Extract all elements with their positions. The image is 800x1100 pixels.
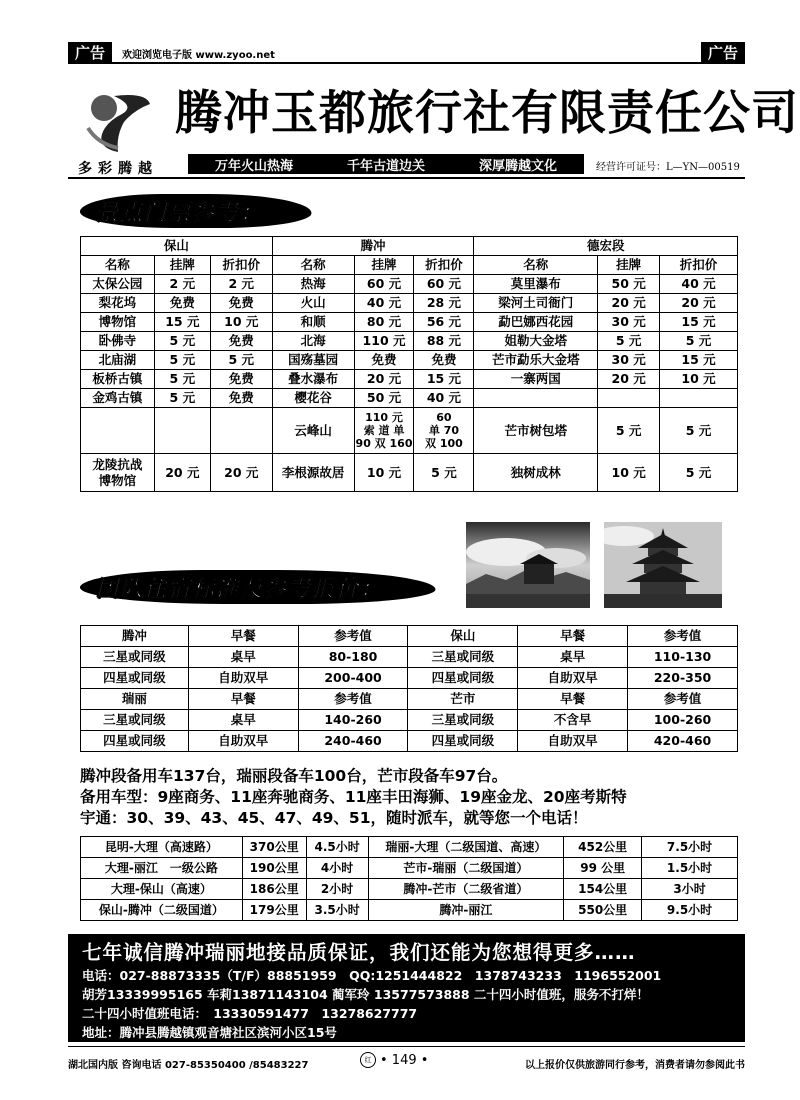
table-cell: 15 元	[154, 313, 210, 332]
col-header: 挂牌	[154, 256, 210, 275]
table-cell: 姐勒大金塔	[474, 332, 598, 351]
table-cell: 10 元	[660, 370, 738, 389]
table-cell: 5 元	[660, 332, 738, 351]
col-header: 名称	[474, 256, 598, 275]
table-cell: 热海	[272, 275, 354, 294]
table-row	[81, 689, 738, 710]
table-cell: 自助双早	[188, 731, 298, 752]
table-cell: 免费	[210, 370, 272, 389]
table-cell: 420-460	[628, 731, 738, 752]
vehicle-line-1: 腾冲段备用车137台，瑞丽段备车100台，芒市段备车97台。	[80, 767, 508, 785]
table-cell: 240-460	[298, 731, 408, 752]
table-row	[81, 237, 738, 256]
table-cell: 参考值	[298, 689, 408, 710]
table-cell: 40 元	[414, 389, 474, 408]
page-number-text: • 149 •	[380, 1052, 429, 1068]
table-cell: 龙陵抗战 博物馆	[81, 454, 155, 492]
table-row	[81, 900, 738, 921]
table-cell: 5 元	[154, 370, 210, 389]
table-cell: 叠水瀑布	[272, 370, 354, 389]
table-row	[81, 351, 738, 370]
table-cell: 早餐	[188, 689, 298, 710]
hotel-section-banner	[80, 570, 436, 604]
hotel-section-title: 团队住宿标准及参考报价：	[96, 576, 385, 602]
table-cell: 博物馆	[81, 313, 155, 332]
col-header: 折扣价	[660, 256, 738, 275]
col-header: 折扣价	[414, 256, 474, 275]
table-cell: 2 元	[154, 275, 210, 294]
contact-headline: 七年诚信腾冲瑞丽地接品质保证，我们还能为您想得更多……	[82, 941, 636, 964]
table-row	[81, 370, 738, 389]
table-cell: 芒市-瑞丽（二级国道）	[368, 858, 564, 879]
table-row	[81, 710, 738, 731]
region-baoshan: 保山	[81, 237, 273, 256]
table-cell: 20 元	[154, 454, 210, 492]
table-cell: 三星或同级	[81, 710, 189, 731]
table-cell: 一寨两国	[474, 370, 598, 389]
table-cell: 自助双早	[518, 731, 628, 752]
table-cell: 20 元	[598, 294, 660, 313]
ad-label-left: 广告	[68, 42, 112, 64]
table-cell: 15 元	[414, 370, 474, 389]
table-cell: 28 元	[414, 294, 474, 313]
table-cell: 北海	[272, 332, 354, 351]
table-row	[81, 313, 738, 332]
table-cell: 3小时	[642, 879, 738, 900]
table-cell: 板桥古镇	[81, 370, 155, 389]
table-cell: 5 元	[414, 454, 474, 492]
table-cell: 110-130	[628, 647, 738, 668]
table-row	[81, 731, 738, 752]
table-cell: 三星或同级	[81, 647, 189, 668]
table-cell: 179公里	[242, 900, 306, 921]
col-header: 名称	[272, 256, 354, 275]
table-cell: 80 元	[354, 313, 414, 332]
table-cell: 云峰山	[272, 408, 354, 454]
table-cell: 和顺	[272, 313, 354, 332]
table-cell: 5 元	[154, 332, 210, 351]
table-cell: 5 元	[154, 351, 210, 370]
table-row	[81, 389, 738, 408]
table-cell: 60 元	[414, 275, 474, 294]
table-cell: 100-260	[628, 710, 738, 731]
table-cell: 桌早	[188, 710, 298, 731]
table-cell: 30 元	[598, 313, 660, 332]
table-cell: 5 元	[598, 408, 660, 454]
col-header: 折扣价	[210, 256, 272, 275]
table-cell: 瑞丽-大理（二级国道、高速）	[368, 837, 564, 858]
table-cell: 88 元	[414, 332, 474, 351]
table-cell: 5 元	[210, 351, 272, 370]
table-cell: 芒市勐乐大金塔	[474, 351, 598, 370]
table-cell: 李根源故居	[272, 454, 354, 492]
table-cell: 大理-保山（高速）	[81, 879, 243, 900]
table-cell: 2小时	[306, 879, 368, 900]
table-cell: 芒市	[408, 689, 518, 710]
table-cell	[81, 408, 155, 454]
table-cell: 免费	[414, 351, 474, 370]
welcome-text: 欢迎浏览电子版 www.zyoo.net	[122, 50, 275, 61]
table-cell: 99 公里	[564, 858, 642, 879]
table-cell: 卧佛寺	[81, 332, 155, 351]
table-cell	[210, 408, 272, 454]
vehicle-line-3: 宇通：30、39、43、45、47、49、51，随时派车，就等您一个电话！	[80, 809, 588, 827]
table-cell: 3.5小时	[306, 900, 368, 921]
landscape-photo	[466, 522, 590, 608]
table-cell: 四星或同级	[81, 668, 189, 689]
table-cell: 200-400	[298, 668, 408, 689]
table-row	[81, 626, 738, 647]
table-cell: 5 元	[598, 332, 660, 351]
table-cell: 10 元	[598, 454, 660, 492]
table-cell: 40 元	[354, 294, 414, 313]
table-cell: 10 元	[354, 454, 414, 492]
table-cell: 桌早	[518, 647, 628, 668]
table-cell: 勐巴娜西花园	[474, 313, 598, 332]
table-cell: 免费	[154, 294, 210, 313]
table-cell: 56 元	[414, 313, 474, 332]
table-cell: 370公里	[242, 837, 306, 858]
slogan-3: 深厚腾越文化	[478, 158, 557, 174]
logo-text: 多彩腾越	[78, 161, 158, 177]
table-cell: 昆明-大理（高速路）	[81, 837, 243, 858]
region-tengchong: 腾冲	[272, 237, 474, 256]
table-cell: 2 元	[210, 275, 272, 294]
table-cell: 三星或同级	[408, 647, 518, 668]
slogan-1: 万年火山热海	[214, 158, 293, 174]
table-row	[81, 332, 738, 351]
table-cell: 早餐	[188, 626, 298, 647]
table-cell: 早餐	[518, 626, 628, 647]
table-cell: 腾冲-丽江	[368, 900, 564, 921]
vehicle-line-2: 备用车型：9座商务、11座奔驰商务、11座丰田海狮、19座金龙、20座考斯特	[80, 788, 627, 806]
table-cell: 40 元	[660, 275, 738, 294]
table-cell: 190公里	[242, 858, 306, 879]
table-cell: 60 单 70 双 100	[414, 408, 474, 454]
table-cell: 腾冲-芒市（二级省道）	[368, 879, 564, 900]
table-cell: 15 元	[660, 313, 738, 332]
table-cell: 5 元	[154, 389, 210, 408]
table-cell	[598, 389, 660, 408]
contact-staff: 胡芳13339995165 车莉13871143104 蔺军玲 13577573888 二十四小时值班，服务不打烊！	[82, 987, 649, 1002]
table-cell: 免费	[210, 294, 272, 313]
table-cell: 四星或同级	[408, 668, 518, 689]
table-cell: 5 元	[660, 408, 738, 454]
table-cell: 保山-腾冲（二级国道）	[81, 900, 243, 921]
table-row	[81, 858, 738, 879]
table-row	[81, 879, 738, 900]
col-header: 名称	[81, 256, 155, 275]
table-cell: 50 元	[598, 275, 660, 294]
table-cell: 北庙湖	[81, 351, 155, 370]
table-cell: 金鸡古镇	[81, 389, 155, 408]
table-cell: 80-180	[298, 647, 408, 668]
table-cell: 火山	[272, 294, 354, 313]
table-cell: 自助双早	[518, 668, 628, 689]
company-name: 腾冲玉都旅行社有限责任公司	[175, 86, 799, 141]
top-divider	[68, 62, 745, 64]
table-cell: 四星或同级	[408, 731, 518, 752]
ticket-section-banner	[80, 194, 312, 228]
company-logo-icon	[84, 88, 154, 154]
table-cell: 7.5小时	[642, 837, 738, 858]
table-cell: 瑞丽	[81, 689, 189, 710]
table-cell	[660, 389, 738, 408]
table-cell: 1.5小时	[642, 858, 738, 879]
table-cell: 50 元	[354, 389, 414, 408]
table-header-row	[81, 256, 738, 275]
table-cell: 自助双早	[188, 668, 298, 689]
table-cell: 参考值	[298, 626, 408, 647]
contact-phone: 电话：027-88873335（T/F）88851959 QQ:1251444822 1378743233 1196552001	[82, 968, 662, 983]
table-cell	[154, 408, 210, 454]
table-cell: 太保公园	[81, 275, 155, 294]
table-cell: 梁河土司衙门	[474, 294, 598, 313]
table-cell: 樱花谷	[272, 389, 354, 408]
route-distance-table	[80, 836, 738, 921]
license-number: 经营许可证号：L—YN—00519	[596, 162, 740, 173]
col-header: 挂牌	[598, 256, 660, 275]
table-cell: 腾冲	[81, 626, 189, 647]
pagoda-photo	[604, 522, 722, 608]
table-cell: 桌早	[188, 647, 298, 668]
table-cell: 免费	[354, 351, 414, 370]
table-cell: 220-350	[628, 668, 738, 689]
table-row	[81, 668, 738, 689]
table-cell: 20 元	[660, 294, 738, 313]
table-cell: 免费	[210, 389, 272, 408]
table-cell: 15 元	[660, 351, 738, 370]
table-cell: 独树成林	[474, 454, 598, 492]
col-header: 挂牌	[354, 256, 414, 275]
contact-address: 地址：腾冲县腾越镇观音塘社区滨河小区15号	[82, 1025, 337, 1040]
header-divider	[68, 177, 745, 179]
table-cell: 国殇墓园	[272, 351, 354, 370]
table-cell: 140-260	[298, 710, 408, 731]
table-cell	[474, 389, 598, 408]
slogan-bar	[188, 154, 584, 174]
table-cell: 梨花坞	[81, 294, 155, 313]
footer-left: 湖北国内版 咨询电话 027-85350400 /85483227	[68, 1060, 309, 1071]
contact-duty: 二十四小时值班电话： 13330591477 13278627777	[82, 1006, 418, 1021]
table-row	[81, 454, 738, 492]
table-cell: 早餐	[518, 689, 628, 710]
contact-box	[68, 934, 745, 1042]
table-cell: 30 元	[598, 351, 660, 370]
table-cell: 10 元	[210, 313, 272, 332]
table-cell: 免费	[210, 332, 272, 351]
table-row	[81, 408, 738, 454]
hotel-price-table	[80, 625, 738, 752]
table-row	[81, 294, 738, 313]
vehicle-info	[80, 766, 740, 829]
table-cell: 110 元	[354, 332, 414, 351]
table-cell: 9.5小时	[642, 900, 738, 921]
table-row	[81, 275, 738, 294]
table-row	[81, 647, 738, 668]
footer-divider	[68, 1046, 745, 1047]
table-cell: 四星或同级	[81, 731, 189, 752]
table-cell: 芒市树包塔	[474, 408, 598, 454]
region-dehong: 德宏段	[474, 237, 738, 256]
table-cell: 20 元	[354, 370, 414, 389]
table-cell: 60 元	[354, 275, 414, 294]
table-cell: 452公里	[564, 837, 642, 858]
table-cell: 保山	[408, 626, 518, 647]
table-cell: 参考值	[628, 689, 738, 710]
table-cell: 20 元	[210, 454, 272, 492]
table-cell: 4小时	[306, 858, 368, 879]
page-mark-icon: 红	[360, 1052, 376, 1068]
table-cell: 莫里瀑布	[474, 275, 598, 294]
slogan-2: 千年古道边关	[346, 158, 425, 174]
table-cell: 110 元 索 道 单 90 双 160	[354, 408, 414, 454]
table-cell: 4.5小时	[306, 837, 368, 858]
ad-label-right: 广告	[701, 42, 745, 64]
table-cell: 参考值	[628, 626, 738, 647]
table-cell: 154公里	[564, 879, 642, 900]
table-cell: 三星或同级	[408, 710, 518, 731]
table-row	[81, 837, 738, 858]
ticket-price-table	[80, 236, 738, 492]
table-cell: 5 元	[660, 454, 738, 492]
table-cell: 186公里	[242, 879, 306, 900]
table-cell: 550公里	[564, 900, 642, 921]
page-number	[360, 1052, 428, 1068]
table-cell: 不含早	[518, 710, 628, 731]
footer-right: 以上报价仅供旅游同行参考，消费者请勿参阅此书	[525, 1060, 745, 1071]
table-cell: 20 元	[598, 370, 660, 389]
table-cell: 大理-丽江 一级公路	[81, 858, 243, 879]
ticket-section-title: 景点门票参考：	[96, 200, 265, 226]
